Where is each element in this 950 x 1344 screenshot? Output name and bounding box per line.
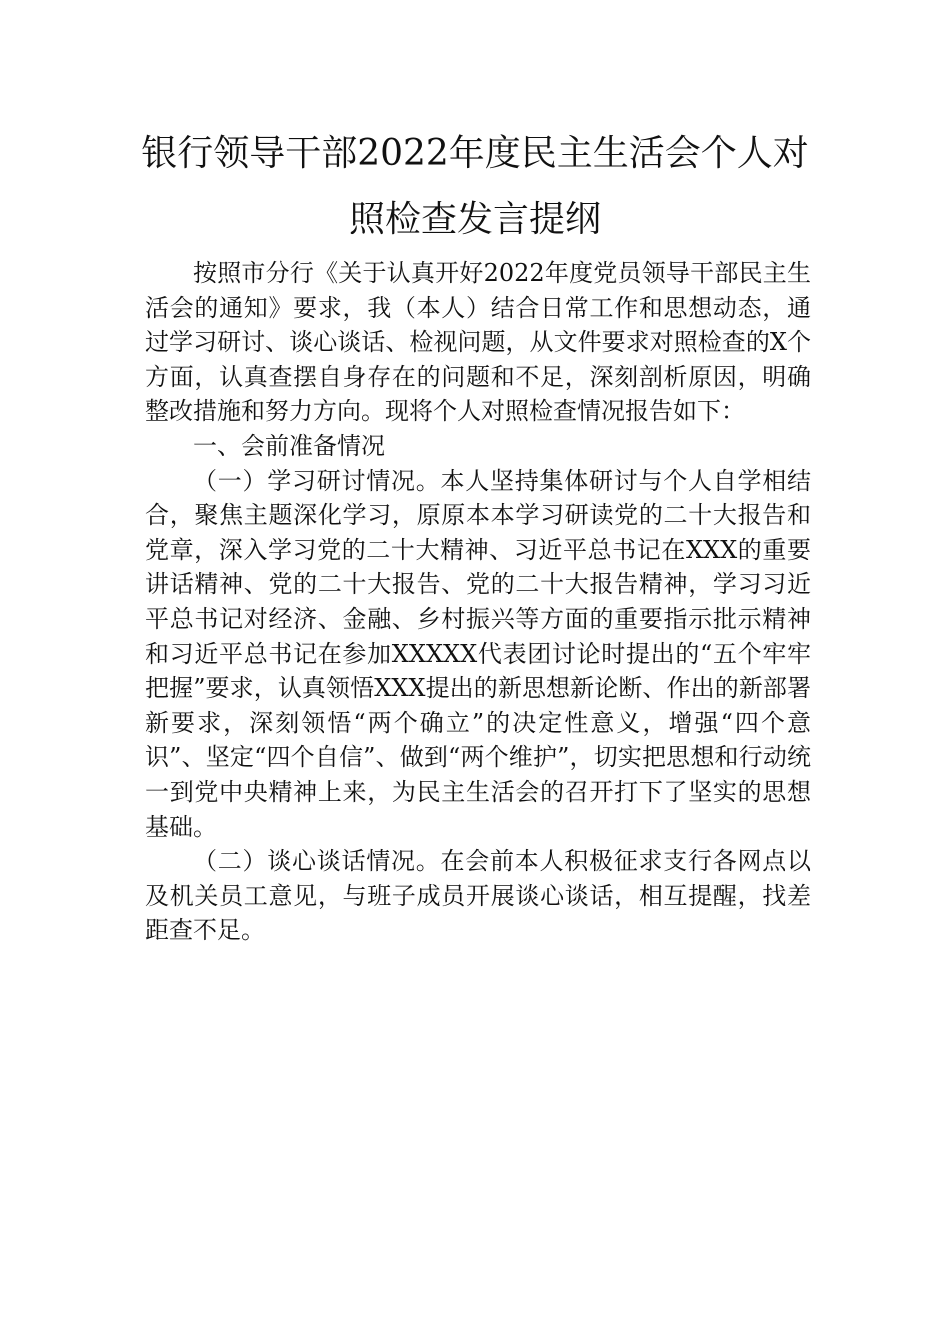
document-title-line-1: 银行领导干部2022年度民主生活会个人对 xyxy=(141,133,809,174)
heart-to-heart-talk-paragraph: （二）谈心谈话情况。在会前本人积极征求支行各网点以及机关员工意见，与班子成员开展谈心谈话，相互提醒，找差距查不足。 xyxy=(145,847,811,945)
study-discussion-paragraph: （一）学习研讨情况。本人坚持集体研讨与个人自学相结合，聚焦主题深化学习，原原本本学习研读党的二十大报告和党章，深入学习党的二十大精神、习近平总书记在XXX的重要讲话精神、党的二十大报告、党的二十大报告精神，学习习近平总书记对经济、金融、乡村振兴等方面的重要指示批示精神和习近平总书记在参加XXXXX代表团讨论时提出的“五个牢牢把握”要求，认真领悟XXX提出的新思想新论断、作出的新部署新要求，深刻领悟“两个确立”的决定性意义，增强“四个意识”、坚定“四个自信”、做到“两个维护”，切实把思想和行动统一到党中央精神上来，为民主生活会的召开打下了坚实的思想基础。 xyxy=(145,466,811,841)
intro-paragraph: 按照市分行《关于认真开好2022年度党员领导干部民主生活会的通知》要求，我（本人）结合日常工作和思想动态，通过学习研讨、谈心谈话、检视问题，从文件要求对照检查的X个方面，认真查摆自身存在的问题和不足，深刻剖析原因，明确整改措施和努力方向。现将个人对照检查情况报告如下： xyxy=(145,259,811,426)
section-heading-preparation: 一、会前准备情况 xyxy=(193,431,385,460)
document-body xyxy=(145,256,811,948)
document-title-line-2: 照检查发言提纲 xyxy=(348,199,601,240)
